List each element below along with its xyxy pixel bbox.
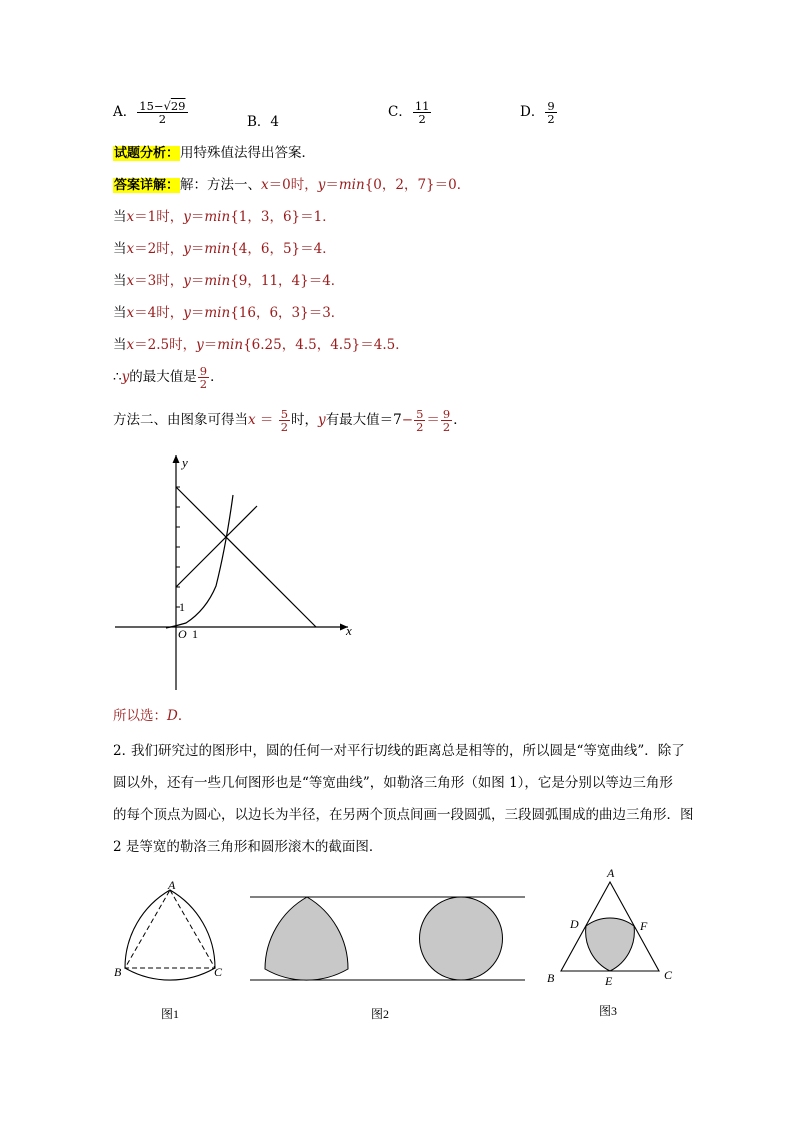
y-tick-label: 1 bbox=[179, 600, 185, 614]
fig3-label-b: B bbox=[547, 971, 555, 985]
analysis-line: 试题分析：用特殊值法得出答案． bbox=[114, 145, 316, 161]
fig1-label-c: C bbox=[214, 965, 223, 979]
answer-row-2: 当x＝2时，y＝min{4，6，5}＝4． bbox=[113, 241, 336, 257]
fig3-label-c: C bbox=[664, 968, 673, 982]
origin-label: O bbox=[178, 627, 187, 641]
question-2-text: 我们研究过的图形中，圆的任何一对平行切线的距离总是相等的，所以圆是“等宽曲线”．除了 bbox=[131, 743, 685, 759]
question-2-text-rest: 圆以外，还有一些几何图形也是“等宽曲线”，如勒洛三角形（如图 1），它是分别以等边三角形 的每个顶点为圆心，以边长为半径，在另两个顶点间画一段圆弧，三段圆弧围成的曲边三角形．图 2 是等宽的勒洛三角形和圆形滚木的截面图． bbox=[113, 775, 694, 855]
choose-line: 所以选：D． bbox=[113, 708, 192, 724]
figure-3-caption: 图3 bbox=[599, 1004, 618, 1018]
answer-line-1: 答案详解：解：方法一、x＝0时，y＝min{0，2，7}＝0． bbox=[114, 177, 471, 193]
figure-2-rollers bbox=[245, 890, 530, 990]
answer-row-5: 当x＝2.5时，y＝min{6.25，4.5，4.5}＝4.5． bbox=[113, 337, 409, 353]
max-value-line: ∴y的最大值是 $\frac{9}{2}$ ． bbox=[113, 364, 224, 391]
fig3-shaded-region bbox=[586, 918, 635, 971]
option-b: B．4 bbox=[247, 114, 280, 130]
figure-1-reuleaux bbox=[110, 880, 230, 985]
method-two-line: 方法二、由图象可得当x ＝ $\frac{5}{2}$ 时，y有最大值＝7− $\frac{5}{2}$ ＝ $\frac{9}{2}$ ． bbox=[113, 407, 467, 434]
y-axis-arrow bbox=[173, 455, 180, 463]
figure-2-caption: 图2 bbox=[371, 1007, 390, 1021]
answer-tag: 答案详解： bbox=[114, 178, 180, 193]
fig1-label-b: B bbox=[114, 965, 122, 979]
x-axis-label: x bbox=[346, 623, 352, 638]
fig3-label-f: F bbox=[640, 919, 648, 933]
analysis-tag: 试题分析： bbox=[114, 146, 180, 161]
figure-1-caption: 图1 bbox=[161, 1007, 180, 1021]
y-axis-label: y bbox=[182, 455, 188, 470]
line-x-plus-two bbox=[176, 506, 257, 587]
option-c: C． $\frac{11}{2}$ bbox=[388, 99, 430, 126]
fig3-label-d: D bbox=[570, 917, 579, 931]
fig1-label-a: A bbox=[168, 880, 176, 892]
fig3-label-e: E bbox=[605, 974, 613, 988]
answer-row-1: 当x＝1时，y＝min{1，3，6}＝1． bbox=[113, 209, 336, 225]
option-a: A． $\frac{15-√29}{2}$ bbox=[113, 99, 186, 126]
question-2-number: 2． bbox=[113, 743, 136, 759]
reuleaux-roller bbox=[265, 897, 348, 980]
option-d: D． $\frac{9}{2}$ bbox=[520, 99, 555, 126]
figure-3-triangle bbox=[540, 862, 680, 992]
line-seven-minus-x bbox=[176, 487, 316, 627]
answer-row-3: 当x＝3时，y＝min{9，11，4}＝4． bbox=[113, 273, 345, 289]
fig3-label-a: A bbox=[607, 866, 615, 880]
circular-roller bbox=[420, 897, 503, 980]
x-tick-label: 1 bbox=[192, 627, 198, 641]
answer-row-4: 当x＝4时，y＝min{16，6，3}＝3． bbox=[113, 305, 345, 321]
function-graph bbox=[110, 450, 370, 695]
